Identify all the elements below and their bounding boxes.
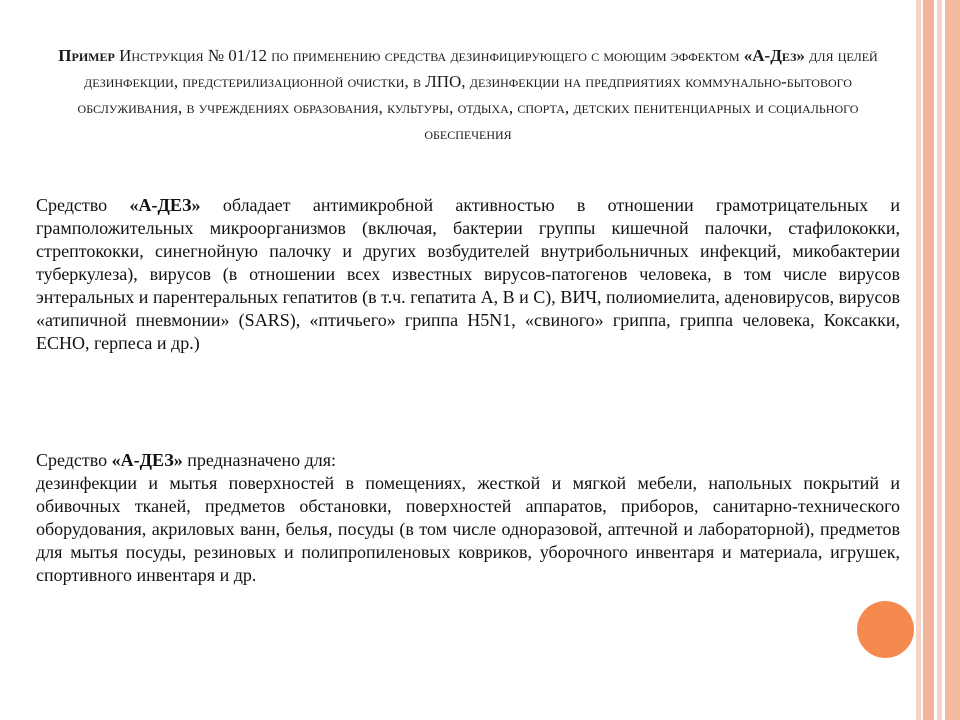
purpose-intro <box>36 449 900 472</box>
stripe <box>945 0 960 720</box>
para-intro-text: предназначено для: <box>182 450 337 470</box>
purpose-body: дезинфекции и мытья поверхностей в помещениях, жесткой и мягкой мебели, напольных покрытий и обивочных тканей, предметов обстановки, поверхностей аппаратов, приборов, санитарно-технического оборудования, акриловых ванн, белья, посуды (в том числе одноразовой, аптечной и лабораторной), предметов для мытья посуды, резиновых и полипропиленовых ковриков, уборочного инвентаря и материала, игрушек, спортивного инвентаря и др. <box>36 473 900 585</box>
title-product: «А-Дез» <box>743 46 805 65</box>
title-text: Инструкция № 01/12 по применению средства дезинфицирующего с моющим эффектом <box>114 46 744 65</box>
stripe <box>923 0 934 720</box>
paragraph-purpose <box>36 449 900 587</box>
para-start: Средство <box>36 450 112 470</box>
stripe <box>916 0 921 720</box>
decorative-circle <box>857 601 914 658</box>
title-text-rest: для целей дезинфекции, предстерилизационной очистки, в ЛПО, дезинфекции на предприятиях коммунально-бытового обслуживания, в учреждениях образования, культуры, отдыха, спорта, детских пенитенциарных и социального обеспечения <box>77 46 878 143</box>
stripe <box>937 0 942 720</box>
slide-title <box>36 43 900 147</box>
title-label: Пример <box>58 46 115 65</box>
product-name: «А-ДЕЗ» <box>111 450 183 470</box>
para-start: Средство <box>36 195 130 215</box>
paragraph-activity <box>36 194 900 355</box>
product-name: «А-ДЕЗ» <box>129 195 201 215</box>
decorative-stripes <box>916 0 960 720</box>
para-text: обладает антимикробной активностью в отношении грамотрицательных и грамположительных микроорганизмов (включая, бактерии группы кишечной палочки, стафилококки, стрептококки, синегнойную палочку и других возбудителей внутрибольничных инфекций, микобактерии туберкулеза), вирусов (в отношении всех известных вирусов-патогенов человека, в том числе вирусов энтеральных и парентеральных гепатитов (в т.ч. гепатита А, В и С), ВИЧ, полиомиелита, аденовирусов, вирусов «атипичной пневмонии» (SARS), «птичьего» гриппа H5N1, «свиного» гриппа, гриппа человека, Коксакки, ЕСНО, герпеса и др.) <box>36 195 901 353</box>
